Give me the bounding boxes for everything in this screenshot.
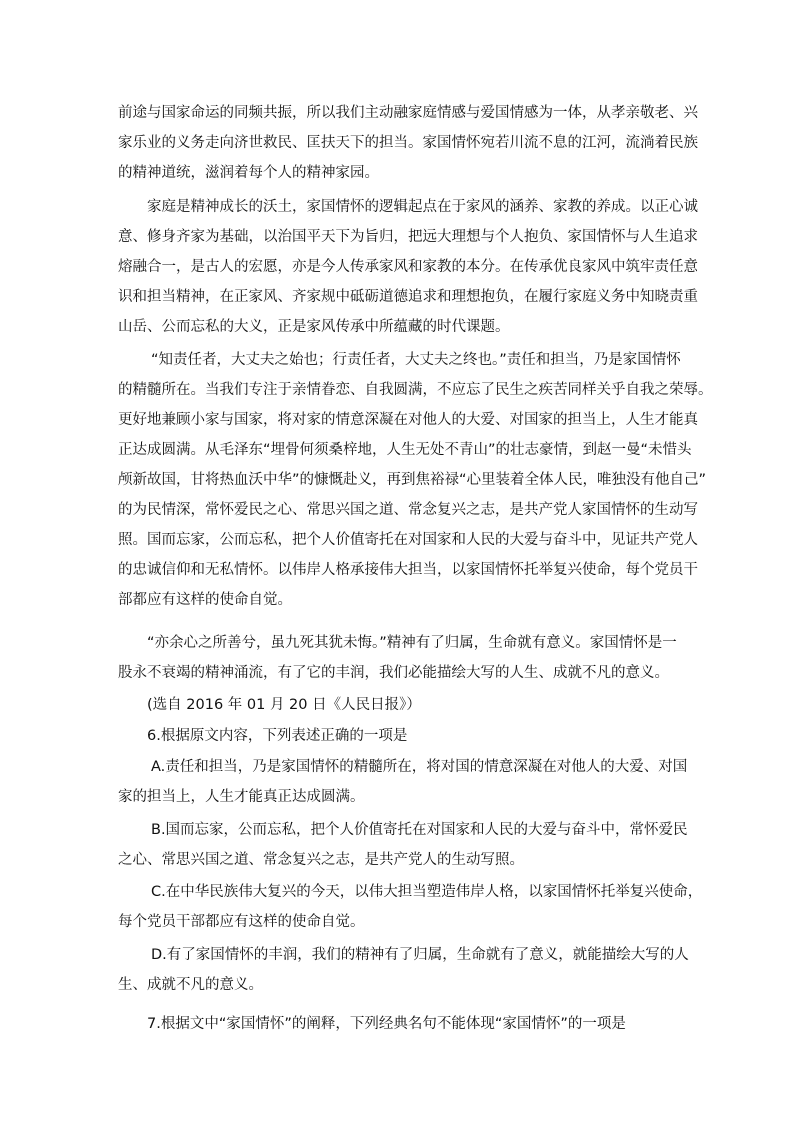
text-line: “知责任者，大丈夫之始也；行责任者，大丈夫之终也。”责任和担当，乃是家国情怀 — [151, 352, 681, 368]
text-line: 颅新故国，甘将热血沃中华”的慷慨赴义，再到焦裕禄“心里装着全体人民，唯独没有他自己” — [118, 472, 707, 488]
text-line: C.在中华民族伟大复兴的今天，以伟大担当塑造伟岸人格，以家国情怀托举复兴使命， — [151, 884, 703, 900]
question-7 — [118, 1009, 678, 1039]
text-line: 意、修身齐家为基础，以治国平天下为旨归，把远大理想与个人抱负、家国情怀与人生追求 — [118, 229, 698, 245]
paragraph-1 — [118, 98, 698, 188]
text-line: D.有了家国情怀的丰润，我们的精神有了归属，生命就有了意义，就能描绘大写的人 — [151, 947, 689, 963]
text-line: A.责任和担当，乃是家国情怀的精髓所在，将对国的情意深凝在对他人的大爱、对国 — [151, 759, 688, 775]
text-line: 的精髓所在。当我们专注于亲情眷恋、自我圆满，不应忘了民生之疾苦同样关乎自我之荣辱。 — [118, 382, 713, 398]
source-note — [118, 690, 678, 720]
text-line: 的精神道统，滋润着每个人的精神家园。 — [118, 165, 379, 181]
text-line: 股永不衰竭的精神涌流，有了它的丰润，我们必能描绘大写的人生、成就不凡的意义。 — [118, 665, 669, 681]
text-line: 正达成圆满。从毛泽东“埋骨何须桑梓地，人生无处不青山”的壮志豪情，到赵一曼“未惜头 — [118, 442, 692, 458]
option-6b — [118, 815, 688, 875]
question-6 — [118, 721, 678, 751]
text-line: 生、成就不凡的意义。 — [118, 977, 263, 993]
option-6c — [118, 877, 703, 937]
paragraph-2 — [118, 192, 698, 342]
text-line: 每个党员干部都应有这样的使命自觉。 — [118, 914, 365, 930]
text-line: 家乐业的义务走向济世救民、匡扶天下的担当。家国情怀宛若川流不息的江河，流淌着民族 — [118, 135, 698, 151]
text-line: 的忠诚信仰和无私情怀。以伟岸人格承接伟大担当，以家国情怀托举复兴使命，每个党员干 — [118, 562, 698, 578]
text-line: 家庭是精神成长的沃土，家国情怀的逻辑起点在于家风的涵养、家教的养成。以正心诚 — [147, 199, 698, 215]
text-line: 部都应有这样的使命自觉。 — [118, 592, 292, 608]
question-stem: 6.根据原文内容，下列表述正确的一项是 — [147, 728, 408, 744]
text-line: 之心、常思兴国之道、常念复兴之志，是共产党人的生动写照。 — [118, 852, 524, 868]
text-line: 更好地兼顾小家与国家，将对家的情意深凝在对他人的大爱、对国家的担当上，人生才能真 — [118, 412, 698, 428]
text-line: 家的担当上，人生才能真正达成圆满。 — [118, 789, 365, 805]
text-line: 熔融合一，是古人的宏愿，亦是今人传承家风和家教的本分。在传承优良家风中筑牢责任意 — [118, 259, 698, 275]
text-line: 的为民情深，常怀爱民之心、常思兴国之道、常念复兴之志，是共产党人家国情怀的生动写 — [118, 502, 698, 518]
text-line: 识和担当精神，在正家风、齐家规中砥砺道德追求和理想抱负，在履行家庭义务中知晓责重 — [118, 289, 698, 305]
paragraph-4 — [118, 628, 678, 688]
option-6a — [118, 752, 688, 812]
text-line: 山岳、公而忘私的大义，正是家风传承中所蕴藏的时代课题。 — [118, 319, 510, 335]
text-line: B.国而忘家，公而忘私，把个人价值寄托在对国家和人民的大爱与奋斗中，常怀爱民 — [151, 822, 688, 838]
text-line: 前途与国家命运的同频共振，所以我们主动融家庭情感与爱国情感为一体，从孝亲敬老、兴 — [118, 105, 698, 121]
option-6d — [118, 940, 689, 1000]
text-line: (选自 2016 年 01 月 20 日《人民日报》） — [147, 697, 421, 713]
text-line: “亦余心之所善兮，虽九死其犹未悔。”精神有了归属，生命就有意义。家国情怀是一 — [147, 635, 677, 651]
question-stem: 7.根据文中“家国情怀”的阐释，下列经典名句不能体现“家国情怀”的一项是 — [147, 1016, 626, 1032]
paragraph-3 — [118, 345, 713, 645]
text-line: 照。国而忘家，公而忘私，把个人价值寄托在对国家和人民的大爱与奋斗中，见证共产党人 — [118, 532, 698, 548]
